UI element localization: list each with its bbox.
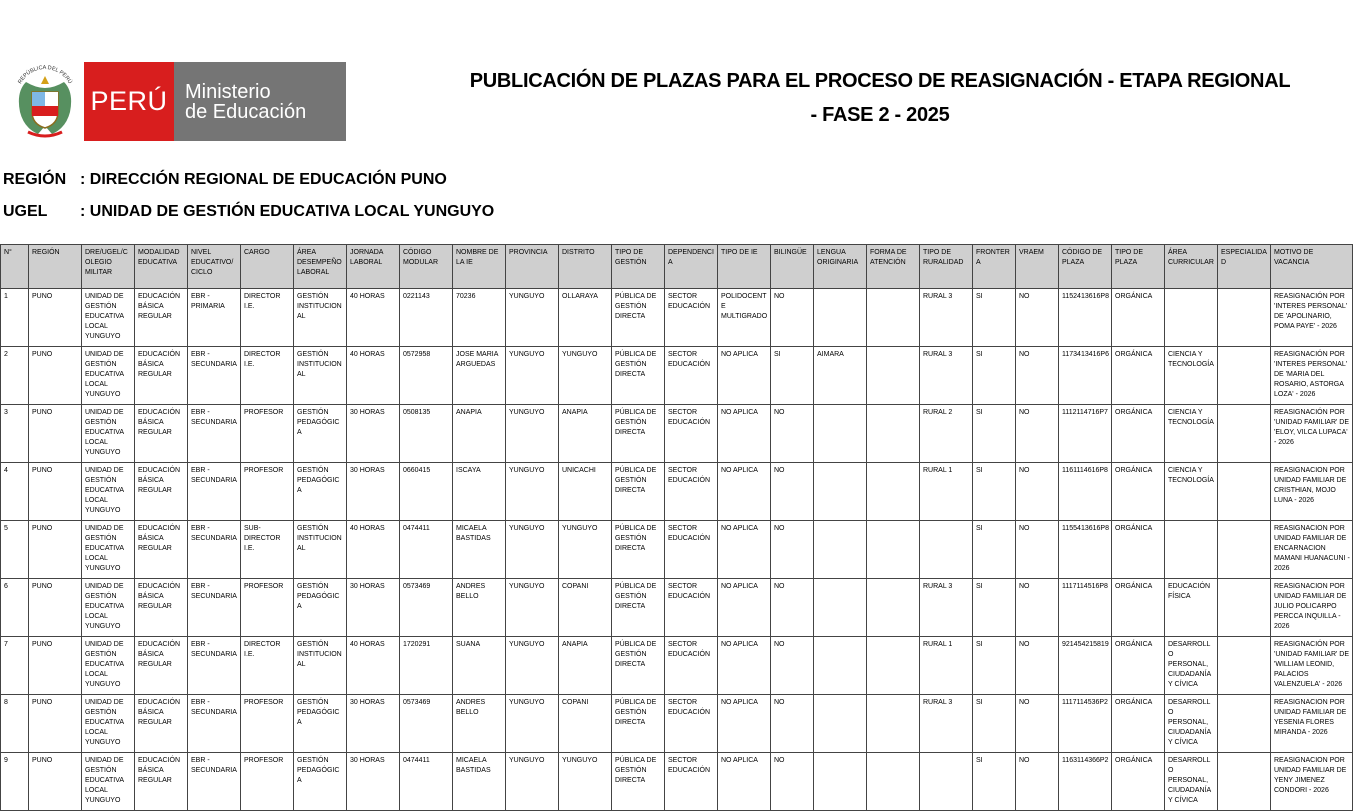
table-cell: PÚBLICA DE GESTIÓN DIRECTA: [612, 347, 665, 405]
column-header: CÓDIGO DE PLAZA: [1059, 245, 1112, 289]
table-cell: NO: [771, 579, 814, 637]
table-cell: RURAL 2: [920, 405, 973, 463]
table-cell: SI: [973, 405, 1016, 463]
column-header: TIPO DE GESTIÓN: [612, 245, 665, 289]
vacancies-table: [0, 244, 1353, 811]
table-cell: CIENCIA Y TECNOLOGÍA: [1165, 347, 1218, 405]
table-cell: 0660415: [400, 463, 453, 521]
table-cell: NO: [1016, 289, 1059, 347]
table-cell: REASIGNACION POR UNIDAD FAMILIAR DE JULIO POLICARPO PERCCA INQUILLA - 2026: [1271, 579, 1353, 637]
table-cell: EBR - PRIMARIA: [188, 289, 241, 347]
table-cell: 0474411: [400, 753, 453, 811]
table-cell: SUB-DIRECTOR I.E.: [241, 521, 294, 579]
table-cell: YUNGUYO: [506, 463, 559, 521]
table-cell: UNIDAD DE GESTIÓN EDUCATIVA LOCAL YUNGUYO: [82, 463, 135, 521]
table-cell: 921454215819: [1059, 637, 1112, 695]
column-header: JORNADA LABORAL: [347, 245, 400, 289]
table-cell: SI: [771, 347, 814, 405]
ugel-value: : UNIDAD DE GESTIÓN EDUCATIVA LOCAL YUNGUYO: [80, 203, 495, 220]
table-cell: SUANA: [453, 637, 506, 695]
table-cell: [1218, 521, 1271, 579]
table-cell: [1218, 463, 1271, 521]
table-cell: 30 HORAS: [347, 695, 400, 753]
table-cell: GESTIÓN INSTITUCIONAL: [294, 521, 347, 579]
column-header: CARGO: [241, 245, 294, 289]
table-cell: 40 HORAS: [347, 637, 400, 695]
table-cell: GESTIÓN INSTITUCIONAL: [294, 347, 347, 405]
table-cell: YUNGUYO: [506, 405, 559, 463]
table-cell: UNIDAD DE GESTIÓN EDUCATIVA LOCAL YUNGUYO: [82, 637, 135, 695]
table-cell: CIENCIA Y TECNOLOGÍA: [1165, 405, 1218, 463]
table-row: [1, 463, 1353, 521]
table-cell: RURAL 3: [920, 579, 973, 637]
ministry-name: [174, 62, 346, 141]
table-cell: SECTOR EDUCACIÓN: [665, 637, 718, 695]
region-value: : DIRECCIÓN REGIONAL DE EDUCACIÓN PUNO: [80, 171, 447, 188]
table-cell: EDUCACIÓN BÁSICA REGULAR: [135, 695, 188, 753]
table-cell: PUNO: [29, 579, 82, 637]
table-cell: 7: [1, 637, 29, 695]
table-cell: NO APLICA: [718, 521, 771, 579]
table-cell: NO APLICA: [718, 347, 771, 405]
table-cell: 70236: [453, 289, 506, 347]
table-cell: 30 HORAS: [347, 405, 400, 463]
table-cell: GESTIÓN PEDAGÓGICA: [294, 753, 347, 811]
table-cell: PROFESOR: [241, 695, 294, 753]
table-cell: SI: [973, 695, 1016, 753]
table-cell: EDUCACIÓN BÁSICA REGULAR: [135, 289, 188, 347]
table-cell: ANAPIA: [453, 405, 506, 463]
table-cell: REASIGNACION POR UNIDAD FAMILIAR DE CRISTHIAN, MOJO LUNA - 2026: [1271, 463, 1353, 521]
table-cell: GESTIÓN INSTITUCIONAL: [294, 637, 347, 695]
column-header: FRONTERA: [973, 245, 1016, 289]
table-cell: PUNO: [29, 405, 82, 463]
table-cell: PÚBLICA DE GESTIÓN DIRECTA: [612, 695, 665, 753]
table-cell: SI: [973, 463, 1016, 521]
region-line: [3, 171, 447, 189]
column-header: CÓDIGO MODULAR: [400, 245, 453, 289]
table-cell: NO APLICA: [718, 579, 771, 637]
table-cell: 0573469: [400, 695, 453, 753]
table-cell: GESTIÓN PEDAGÓGICA: [294, 579, 347, 637]
table-cell: SECTOR EDUCACIÓN: [665, 695, 718, 753]
table-cell: REASIGNACIÓN POR 'INTERES PERSONAL' DE 'MARIA DEL ROSARIO, ASTORGA LOZA' - 2026: [1271, 347, 1353, 405]
table-cell: 1163114366P2: [1059, 753, 1112, 811]
table-cell: RURAL 3: [920, 695, 973, 753]
table-cell: NO APLICA: [718, 753, 771, 811]
column-header: LENGUA ORIGINARIA: [814, 245, 867, 289]
table-cell: 1155413616P8: [1059, 521, 1112, 579]
table-cell: REASIGNACIÓN POR 'INTERES PERSONAL' DE 'APOLINARIO, POMA PAYE' - 2026: [1271, 289, 1353, 347]
column-header: REGIÓN: [29, 245, 82, 289]
table-cell: NO: [1016, 463, 1059, 521]
table-cell: [1218, 579, 1271, 637]
table-cell: 1152413616P8: [1059, 289, 1112, 347]
table-cell: [814, 579, 867, 637]
column-header: ESPECIALIDAD: [1218, 245, 1271, 289]
table-cell: [1218, 753, 1271, 811]
table-cell: [814, 289, 867, 347]
table-cell: ANDRES BELLO: [453, 579, 506, 637]
table-row: [1, 289, 1353, 347]
column-header: PROVINCIA: [506, 245, 559, 289]
ministry-line1: Ministerio: [185, 80, 271, 103]
table-cell: [867, 463, 920, 521]
table-cell: NO: [1016, 579, 1059, 637]
table-cell: SI: [973, 521, 1016, 579]
table-cell: UNIDAD DE GESTIÓN EDUCATIVA LOCAL YUNGUYO: [82, 405, 135, 463]
table-cell: [867, 695, 920, 753]
table-cell: UNIDAD DE GESTIÓN EDUCATIVA LOCAL YUNGUYO: [82, 579, 135, 637]
table-cell: EBR - SECUNDARIA: [188, 347, 241, 405]
table-cell: ORGÁNICA: [1112, 695, 1165, 753]
table-cell: NO: [1016, 753, 1059, 811]
table-cell: 0572958: [400, 347, 453, 405]
table-cell: 8: [1, 695, 29, 753]
table-cell: ORGÁNICA: [1112, 637, 1165, 695]
table-cell: [814, 463, 867, 521]
table-cell: ORGÁNICA: [1112, 347, 1165, 405]
table-cell: PUNO: [29, 753, 82, 811]
column-header: DISTRITO: [559, 245, 612, 289]
table-cell: PUNO: [29, 521, 82, 579]
title-line1: PUBLICACIÓN DE PLAZAS PARA EL PROCESO DE REASIGNACIÓN - ETAPA REGIONAL: [469, 70, 1291, 92]
table-cell: 40 HORAS: [347, 521, 400, 579]
table-cell: EBR - SECUNDARIA: [188, 579, 241, 637]
table-row: [1, 637, 1353, 695]
table-cell: PUNO: [29, 463, 82, 521]
table-cell: [867, 579, 920, 637]
table-cell: NO: [771, 521, 814, 579]
table-cell: 5: [1, 521, 29, 579]
table-cell: EDUCACIÓN BÁSICA REGULAR: [135, 347, 188, 405]
table-cell: EDUCACIÓN BÁSICA REGULAR: [135, 521, 188, 579]
table-cell: [920, 753, 973, 811]
table-cell: ANAPIA: [559, 405, 612, 463]
table-cell: [1218, 405, 1271, 463]
table-cell: PUNO: [29, 347, 82, 405]
table-cell: [814, 405, 867, 463]
table-cell: 1117114516P8: [1059, 579, 1112, 637]
column-header: ÁREA DESEMPEÑO LABORAL: [294, 245, 347, 289]
table-cell: [867, 521, 920, 579]
table-cell: SECTOR EDUCACIÓN: [665, 579, 718, 637]
table-cell: PROFESOR: [241, 463, 294, 521]
column-header: TIPO DE RURALIDAD: [920, 245, 973, 289]
table-cell: EDUCACIÓN BÁSICA REGULAR: [135, 405, 188, 463]
table-cell: 30 HORAS: [347, 753, 400, 811]
table-cell: YUNGUYO: [506, 289, 559, 347]
table-row: [1, 579, 1353, 637]
table-cell: [814, 637, 867, 695]
table-cell: SECTOR EDUCACIÓN: [665, 289, 718, 347]
table-cell: PÚBLICA DE GESTIÓN DIRECTA: [612, 405, 665, 463]
table-cell: ANAPIA: [559, 637, 612, 695]
table-cell: DIRECTOR I.E.: [241, 289, 294, 347]
title-line2: - FASE 2 - 2025: [810, 104, 950, 126]
column-header: VRAEM: [1016, 245, 1059, 289]
table-cell: [867, 289, 920, 347]
table-cell: [1165, 521, 1218, 579]
column-header: N°: [1, 245, 29, 289]
table-cell: RURAL 1: [920, 463, 973, 521]
table-cell: [814, 521, 867, 579]
table-cell: 4: [1, 463, 29, 521]
table-cell: PUNO: [29, 289, 82, 347]
table-cell: PÚBLICA DE GESTIÓN DIRECTA: [612, 521, 665, 579]
table-cell: RURAL 3: [920, 289, 973, 347]
table-cell: 0221143: [400, 289, 453, 347]
table-cell: NO: [1016, 347, 1059, 405]
table-cell: NO: [1016, 521, 1059, 579]
table-cell: ANDRES BELLO: [453, 695, 506, 753]
table-cell: YUNGUYO: [559, 521, 612, 579]
table-cell: NO: [771, 463, 814, 521]
table-cell: [867, 753, 920, 811]
table-cell: UNIDAD DE GESTIÓN EDUCATIVA LOCAL YUNGUYO: [82, 521, 135, 579]
table-cell: REASIGNACION POR UNIDAD FAMILIAR DE YENY JIMENEZ CONDORI - 2026: [1271, 753, 1353, 811]
table-cell: 1720291: [400, 637, 453, 695]
table-cell: GESTIÓN PEDAGÓGICA: [294, 695, 347, 753]
table-cell: UNIDAD DE GESTIÓN EDUCATIVA LOCAL YUNGUYO: [82, 753, 135, 811]
table-cell: UNIDAD DE GESTIÓN EDUCATIVA LOCAL YUNGUYO: [82, 289, 135, 347]
table-cell: PÚBLICA DE GESTIÓN DIRECTA: [612, 753, 665, 811]
table-cell: RURAL 3: [920, 347, 973, 405]
table-cell: EDUCACIÓN BÁSICA REGULAR: [135, 637, 188, 695]
table-cell: NO: [1016, 695, 1059, 753]
table-cell: RURAL 1: [920, 637, 973, 695]
table-cell: YUNGUYO: [506, 347, 559, 405]
table-row: [1, 405, 1353, 463]
table-cell: 30 HORAS: [347, 579, 400, 637]
table-cell: UNIDAD DE GESTIÓN EDUCATIVA LOCAL YUNGUYO: [82, 347, 135, 405]
table-header-row: [1, 245, 1353, 289]
table-cell: 2: [1, 347, 29, 405]
table-cell: [867, 637, 920, 695]
column-header: MOTIVO DE VACANCIA: [1271, 245, 1353, 289]
table-cell: 40 HORAS: [347, 347, 400, 405]
table-cell: 0508135: [400, 405, 453, 463]
table-row: [1, 753, 1353, 811]
table-cell: YUNGUYO: [506, 637, 559, 695]
table-cell: EBR - SECUNDARIA: [188, 753, 241, 811]
table-cell: ORGÁNICA: [1112, 463, 1165, 521]
table-cell: NO: [771, 405, 814, 463]
table-cell: NO APLICA: [718, 637, 771, 695]
table-cell: REASIGNACIÓN POR 'UNIDAD FAMILIAR' DE 'ELOY, VILCA LUPACA' - 2026: [1271, 405, 1353, 463]
column-header: NOMBRE DE LA IE: [453, 245, 506, 289]
table-cell: 0573469: [400, 579, 453, 637]
vacancies-table-container: [0, 244, 1350, 804]
table-cell: COPANI: [559, 695, 612, 753]
table-cell: SECTOR EDUCACIÓN: [665, 347, 718, 405]
table-cell: [814, 753, 867, 811]
table-cell: [867, 347, 920, 405]
table-cell: PÚBLICA DE GESTIÓN DIRECTA: [612, 637, 665, 695]
table-cell: SECTOR EDUCACIÓN: [665, 405, 718, 463]
table-cell: REASIGNACIÓN POR 'UNIDAD FAMILIAR' DE 'WILLIAM LEONID, PALACIOS VALENZUELA' - 2026: [1271, 637, 1353, 695]
column-header: DEPENDENCIA: [665, 245, 718, 289]
table-cell: 0474411: [400, 521, 453, 579]
table-cell: NO: [1016, 405, 1059, 463]
table-cell: EBR - SECUNDARIA: [188, 463, 241, 521]
table-cell: UNIDAD DE GESTIÓN EDUCATIVA LOCAL YUNGUYO: [82, 695, 135, 753]
ministry-logo: [8, 62, 338, 141]
table-cell: NO: [771, 753, 814, 811]
table-cell: YUNGUYO: [559, 347, 612, 405]
table-cell: OLLARAYA: [559, 289, 612, 347]
table-cell: 30 HORAS: [347, 463, 400, 521]
table-cell: SECTOR EDUCACIÓN: [665, 521, 718, 579]
table-cell: EDUCACIÓN BÁSICA REGULAR: [135, 579, 188, 637]
table-cell: UNICACHI: [559, 463, 612, 521]
table-cell: ORGÁNICA: [1112, 289, 1165, 347]
table-cell: SI: [973, 289, 1016, 347]
table-row: [1, 347, 1353, 405]
table-cell: NO: [771, 637, 814, 695]
ministry-line2: de Educación: [185, 100, 307, 123]
table-cell: 1: [1, 289, 29, 347]
peru-coat-of-arms-icon: [8, 62, 81, 141]
peru-brand: PERÚ: [84, 62, 174, 141]
table-cell: DESARROLLO PERSONAL, CIUDADANÍA Y CÍVICA: [1165, 637, 1218, 695]
ugel-label: UGEL: [3, 203, 48, 220]
column-header: BILINGÜE: [771, 245, 814, 289]
table-row: [1, 695, 1353, 753]
table-cell: SI: [973, 347, 1016, 405]
table-cell: EBR - SECUNDARIA: [188, 405, 241, 463]
table-cell: 1117114536P2: [1059, 695, 1112, 753]
table-cell: JOSE MARIA ARGUEDAS: [453, 347, 506, 405]
seal-text: REPÚBLICA DEL PERÚ: [17, 64, 73, 86]
column-header: FORMA DE ATENCIÓN: [867, 245, 920, 289]
table-cell: NO: [771, 695, 814, 753]
column-header: TIPO DE PLAZA: [1112, 245, 1165, 289]
table-cell: REASIGNACION POR UNIDAD FAMILIAR DE YESENIA FLORES MIRANDA - 2026: [1271, 695, 1353, 753]
table-cell: YUNGUYO: [559, 753, 612, 811]
table-cell: 6: [1, 579, 29, 637]
table-cell: SECTOR EDUCACIÓN: [665, 463, 718, 521]
table-cell: PÚBLICA DE GESTIÓN DIRECTA: [612, 579, 665, 637]
column-header: NIVEL EDUCATIVO/ CICLO: [188, 245, 241, 289]
table-cell: [814, 695, 867, 753]
table-cell: EDUCACIÓN BÁSICA REGULAR: [135, 753, 188, 811]
table-cell: ISCAYA: [453, 463, 506, 521]
table-cell: EBR - SECUNDARIA: [188, 637, 241, 695]
ugel-line: [3, 203, 494, 221]
table-cell: [867, 405, 920, 463]
table-cell: NO: [771, 289, 814, 347]
region-label: REGIÓN: [3, 171, 67, 188]
table-cell: 1112114716P7: [1059, 405, 1112, 463]
column-header: DRE/UGEL/COLEGIO MILITAR: [82, 245, 135, 289]
table-cell: GESTIÓN PEDAGÓGICA: [294, 405, 347, 463]
table-cell: NO APLICA: [718, 405, 771, 463]
table-cell: NO: [1016, 637, 1059, 695]
table-cell: [1218, 695, 1271, 753]
table-cell: [1165, 289, 1218, 347]
table-cell: ORGÁNICA: [1112, 579, 1165, 637]
table-cell: YUNGUYO: [506, 695, 559, 753]
table-cell: DESARROLLO PERSONAL, CIUDADANÍA Y CÍVICA: [1165, 695, 1218, 753]
column-header: MODALIDAD EDUCATIVA: [135, 245, 188, 289]
table-cell: 9: [1, 753, 29, 811]
table-cell: YUNGUYO: [506, 753, 559, 811]
table-cell: PUNO: [29, 695, 82, 753]
table-cell: MICAELA BASTIDAS: [453, 753, 506, 811]
table-cell: [1218, 637, 1271, 695]
table-cell: ORGÁNICA: [1112, 521, 1165, 579]
table-cell: SI: [973, 579, 1016, 637]
table-cell: GESTIÓN INSTITUCIONAL: [294, 289, 347, 347]
table-cell: YUNGUYO: [506, 579, 559, 637]
table-row: [1, 521, 1353, 579]
table-cell: 1161114616P8: [1059, 463, 1112, 521]
column-header: TIPO DE IE: [718, 245, 771, 289]
table-cell: GESTIÓN PEDAGÓGICA: [294, 463, 347, 521]
table-cell: [1218, 289, 1271, 347]
table-cell: SI: [973, 753, 1016, 811]
table-cell: EDUCACIÓN FÍSICA: [1165, 579, 1218, 637]
table-cell: YUNGUYO: [506, 521, 559, 579]
table-cell: PROFESOR: [241, 405, 294, 463]
table-cell: SECTOR EDUCACIÓN: [665, 753, 718, 811]
table-cell: [1218, 347, 1271, 405]
table-cell: PÚBLICA DE GESTIÓN DIRECTA: [612, 289, 665, 347]
table-cell: EBR - SECUNDARIA: [188, 521, 241, 579]
table-cell: POLIDOCENTE MULTIGRADO: [718, 289, 771, 347]
table-cell: DESARROLLO PERSONAL, CIUDADANÍA Y CÍVICA: [1165, 753, 1218, 811]
table-cell: SI: [973, 637, 1016, 695]
table-cell: EBR - SECUNDARIA: [188, 695, 241, 753]
table-cell: DIRECTOR I.E.: [241, 347, 294, 405]
column-header: ÁREA CURRICULAR: [1165, 245, 1218, 289]
table-cell: MICAELA BASTIDAS: [453, 521, 506, 579]
table-cell: 3: [1, 405, 29, 463]
table-cell: EDUCACIÓN BÁSICA REGULAR: [135, 463, 188, 521]
table-cell: PROFESOR: [241, 753, 294, 811]
document-title: [390, 64, 1370, 132]
table-cell: [920, 521, 973, 579]
table-cell: PÚBLICA DE GESTIÓN DIRECTA: [612, 463, 665, 521]
table-cell: COPANI: [559, 579, 612, 637]
table-cell: ORGÁNICA: [1112, 753, 1165, 811]
table-cell: 40 HORAS: [347, 289, 400, 347]
table-cell: 1173413416P6: [1059, 347, 1112, 405]
table-cell: NO APLICA: [718, 695, 771, 753]
table-cell: CIENCIA Y TECNOLOGÍA: [1165, 463, 1218, 521]
table-cell: PUNO: [29, 637, 82, 695]
table-cell: PROFESOR: [241, 579, 294, 637]
table-cell: ORGÁNICA: [1112, 405, 1165, 463]
table-cell: AIMARA: [814, 347, 867, 405]
table-cell: NO APLICA: [718, 463, 771, 521]
table-cell: DIRECTOR I.E.: [241, 637, 294, 695]
table-cell: REASIGNACION POR UNIDAD FAMILIAR DE ENCARNACION MAMANI HUANACUNI - 2026: [1271, 521, 1353, 579]
